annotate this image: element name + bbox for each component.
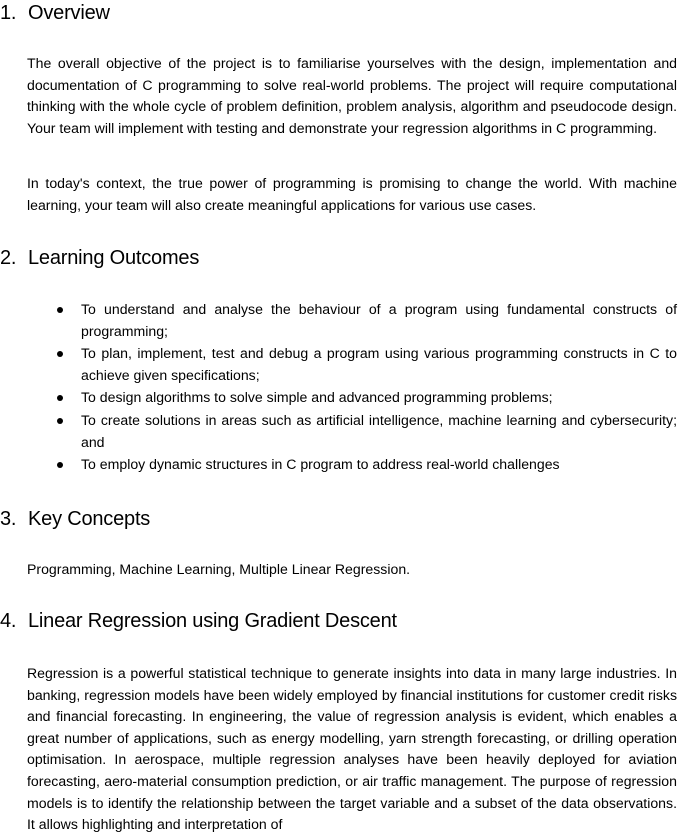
list-item: [0, 387, 677, 409]
learning-outcomes-list: [0, 299, 681, 477]
bullet-icon: [57, 351, 63, 357]
section-heading-learning-outcomes: [0, 246, 199, 270]
list-item: [0, 410, 677, 453]
list-item-text: To employ dynamic structures in C program to address real-world challenges: [81, 456, 560, 473]
bullet-icon: [57, 462, 63, 468]
section-title: Linear Regression using Gradient Descent: [28, 610, 397, 632]
section-number: 4.: [0, 610, 17, 632]
section-title: Key Concepts: [28, 508, 151, 530]
list-item-text: To plan, implement, test and debug a program using various programming constructs in C to achieve given specifications;: [81, 345, 677, 383]
bullet-icon: [57, 418, 63, 424]
list-item: [0, 454, 677, 476]
section-heading-linear-regression: [0, 609, 397, 633]
list-item: [0, 299, 677, 342]
list-item-text: To understand and analyse the behaviour of a program using fundamental constructs of programming;: [81, 301, 677, 339]
section-number: 3.: [0, 508, 17, 530]
section-title: Learning Outcomes: [28, 247, 200, 269]
section-heading-overview: [0, 1, 110, 25]
list-item: [0, 343, 677, 386]
list-item-text: To create solutions in areas such as artificial intelligence, machine learning and cybersecurity; and: [81, 411, 677, 450]
list-item-text: To design algorithms to solve simple and advanced programming problems;: [81, 389, 553, 406]
overview-paragraph-2: In today's context, the true power of programming is promising to change the world. With machine learning, your team will also create meaningful applications for various use cases.: [27, 175, 677, 213]
section-title: Overview: [28, 2, 110, 24]
bullet-icon: [57, 307, 63, 313]
overview-paragraph-1: The overall objective of the project is to familiarise yourselves with the design, implementation and documentation of C programming to solve real-world problems. The project will require computational thinking with the whole cycle of problem definition, problem analysis, algorithm and pseudocode design. Your team will implement with testing and demonstrate your regression algorithms in C programming.: [27, 55, 677, 136]
section-number: 1.: [0, 2, 17, 24]
bullet-icon: [57, 395, 63, 401]
linear-regression-paragraph: Regression is a powerful statistical technique to generate insights into data in many large industries. In banking, regression models have been widely employed by financial institutions for customer credit risks and financial forecasting. In engineering, the value of regression analysis is evident, which enables a great number of applications, such as energy modelling, yarn strength forecasting, or drilling operation optimisation. In aerospace, multiple regression analyses have been heavily deployed for aviation forecasting, aero-material consumption prediction, or air traffic management. The purpose of regression models is to identify the relationship between the target variable and a subset of the data observations. It allows highlighting and interpretation of: [27, 665, 677, 833]
key-concepts-text: Programming, Machine Learning, Multiple Linear Regression.: [27, 561, 411, 577]
section-heading-key-concepts: [0, 507, 150, 531]
section-number: 2.: [0, 247, 17, 269]
